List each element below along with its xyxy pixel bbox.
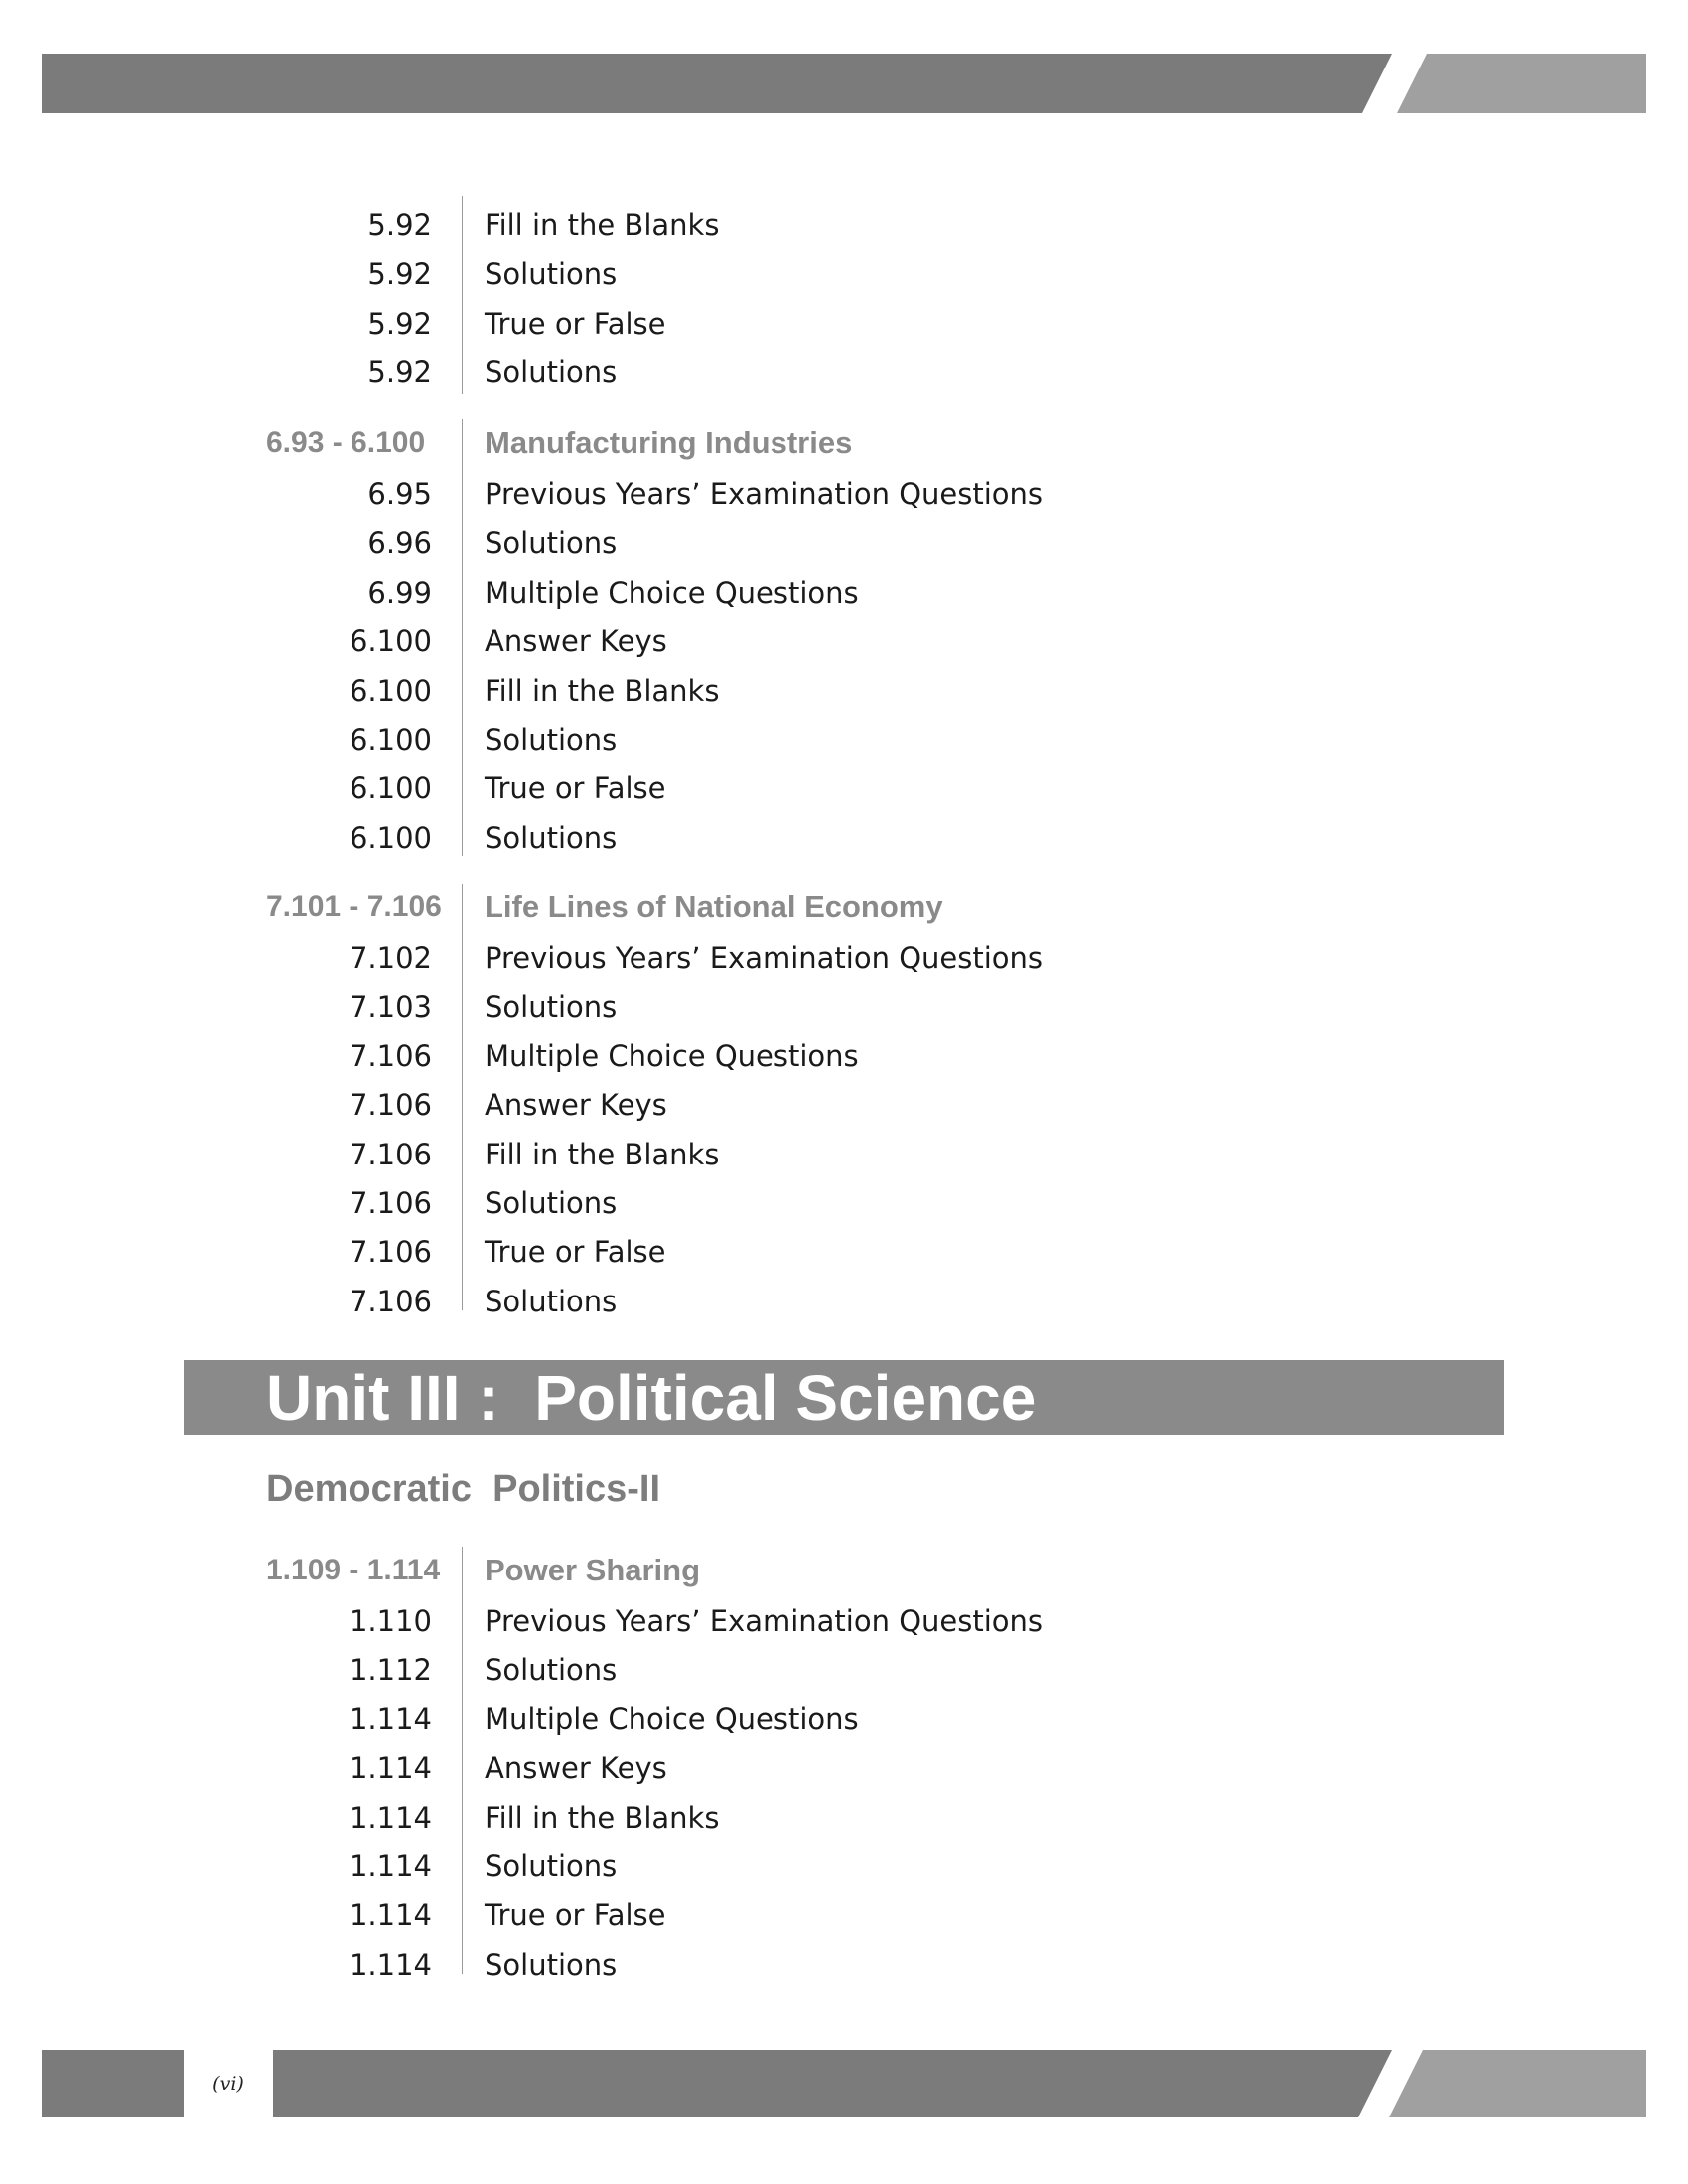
unit-heading-bar <box>184 1360 1504 1435</box>
toc-entry-page: 1.114 <box>349 1751 432 1786</box>
toc-entry-page: 1.112 <box>349 1653 432 1688</box>
toc-entry-label: True or False <box>485 306 666 341</box>
toc-entry-label: Previous Years’ Examination Questions <box>485 941 1044 975</box>
toc-entry[interactable] <box>0 573 1688 613</box>
chapter-page-range: 1.109 - 1.114 <box>266 1554 441 1586</box>
toc-entry[interactable] <box>0 1085 1688 1125</box>
toc-entry-label: Solutions <box>485 526 618 561</box>
toc-entry[interactable] <box>0 1601 1688 1641</box>
toc-entry[interactable] <box>0 205 1688 245</box>
toc-entry-page: 7.106 <box>349 1284 432 1318</box>
toc-entry-page: 7.103 <box>349 990 432 1024</box>
toc-entry-label: Solutions <box>485 1947 618 1981</box>
toc-entry-label: Fill in the Blanks <box>485 208 720 242</box>
toc-entry[interactable] <box>0 1748 1688 1788</box>
toc-entry-label: Answer Keys <box>485 624 667 659</box>
toc-entry-page: 6.99 <box>367 575 432 610</box>
toc-entry-label: Solutions <box>485 257 618 292</box>
toc-entry-label: Multiple Choice Questions <box>485 1702 859 1736</box>
toc-entry-label: Fill in the Blanks <box>485 1137 720 1171</box>
toc-entry[interactable] <box>0 254 1688 294</box>
toc-entry[interactable] <box>0 1135 1688 1174</box>
page-number: (vi) <box>184 2050 273 2117</box>
toc-entry[interactable] <box>0 1282 1688 1321</box>
toc-entry-page: 6.100 <box>349 723 432 756</box>
unit-title: Unit III : Political Science <box>266 1362 1037 1433</box>
toc-entry-page: 7.106 <box>349 1235 432 1270</box>
toc-entry-label: Solutions <box>485 820 618 855</box>
toc-entry[interactable] <box>0 352 1688 392</box>
toc-entry-page: 5.92 <box>367 208 432 242</box>
toc-entry[interactable] <box>0 987 1688 1026</box>
toc-entry-label: Answer Keys <box>485 1751 667 1786</box>
toc-entry-page: 7.106 <box>349 1137 432 1171</box>
toc-entry[interactable] <box>0 671 1688 711</box>
toc-entry-page: 7.102 <box>349 941 432 975</box>
toc-entry-label: Multiple Choice Questions <box>485 1038 859 1073</box>
chapter-heading <box>0 1551 1688 1590</box>
toc-entry[interactable] <box>0 720 1688 759</box>
toc-entry-label: Solutions <box>485 1653 618 1688</box>
toc-entry[interactable] <box>0 1036 1688 1076</box>
toc-entry[interactable] <box>0 1895 1688 1935</box>
chapter-title: Manufacturing Industries <box>485 425 853 460</box>
toc-entry-page: 7.106 <box>349 1186 432 1220</box>
toc-entry-label: Answer Keys <box>485 1088 667 1123</box>
toc-entry-page: 1.110 <box>349 1604 432 1638</box>
toc-entry[interactable] <box>0 1945 1688 1984</box>
toc-entry[interactable] <box>0 1798 1688 1838</box>
toc-entry[interactable] <box>0 621 1688 661</box>
toc-entry-page: 6.100 <box>349 771 432 806</box>
chapter-page-range: 7.101 - 7.106 <box>266 890 442 923</box>
chapter-heading <box>0 423 1688 463</box>
toc-entry-label: True or False <box>485 1235 666 1270</box>
toc-entry[interactable] <box>0 304 1688 343</box>
toc-entry-label: Fill in the Blanks <box>485 673 720 708</box>
toc-entry-label: Previous Years’ Examination Questions <box>485 478 1044 511</box>
toc-entry-label: Solutions <box>485 1186 618 1220</box>
toc-entry[interactable] <box>0 818 1688 858</box>
toc-entry-page: 1.114 <box>349 1947 432 1981</box>
toc-entry-page: 1.114 <box>349 1898 432 1933</box>
toc-entry[interactable] <box>0 1700 1688 1739</box>
chapter-heading <box>0 887 1688 927</box>
toc-entry-page: 6.100 <box>349 624 432 659</box>
toc-entry-label: Solutions <box>485 1849 618 1883</box>
top-header-band <box>0 54 1688 113</box>
toc-entry-label: True or False <box>485 1898 666 1933</box>
toc-entry-page: 1.114 <box>349 1849 432 1883</box>
toc-entry-page: 6.96 <box>367 526 432 561</box>
toc-entry[interactable] <box>0 938 1688 978</box>
toc-entry-page: 6.95 <box>367 478 432 511</box>
toc-entry-page: 1.114 <box>349 1702 432 1736</box>
toc-entry-label: Previous Years’ Examination Questions <box>485 1604 1044 1638</box>
toc-entry-label: Multiple Choice Questions <box>485 575 859 610</box>
toc-entry-page: 6.100 <box>349 820 432 855</box>
toc-entry-page: 5.92 <box>367 306 432 341</box>
toc-entry-page: 7.106 <box>349 1038 432 1073</box>
toc-entry-page: 5.92 <box>367 257 432 292</box>
toc-entry-label: True or False <box>485 771 666 806</box>
subject-title: Democratic Politics-II <box>266 1468 661 1510</box>
chapter-title: Life Lines of National Economy <box>485 889 943 924</box>
toc-entry-page: 6.100 <box>349 673 432 708</box>
toc-entry[interactable] <box>0 1183 1688 1223</box>
toc-entry[interactable] <box>0 1846 1688 1886</box>
toc-entry-page: 1.114 <box>349 1800 432 1835</box>
toc-entry-label: Solutions <box>485 990 618 1024</box>
toc-entry[interactable] <box>0 475 1688 514</box>
toc-entry[interactable] <box>0 768 1688 808</box>
toc-entry-label: Fill in the Blanks <box>485 1800 720 1835</box>
toc-entry[interactable] <box>0 1232 1688 1272</box>
toc-entry-label: Solutions <box>485 1284 618 1318</box>
toc-entry-label: Solutions <box>485 355 618 390</box>
toc-entry-label: Solutions <box>485 723 618 756</box>
toc-entry-page: 7.106 <box>349 1088 432 1123</box>
toc-entry[interactable] <box>0 523 1688 563</box>
chapter-title: Power Sharing <box>485 1553 701 1587</box>
chapter-page-range: 6.93 - 6.100 <box>266 426 426 459</box>
toc-entry-page: 5.92 <box>367 355 432 390</box>
toc-entry[interactable] <box>0 1650 1688 1690</box>
